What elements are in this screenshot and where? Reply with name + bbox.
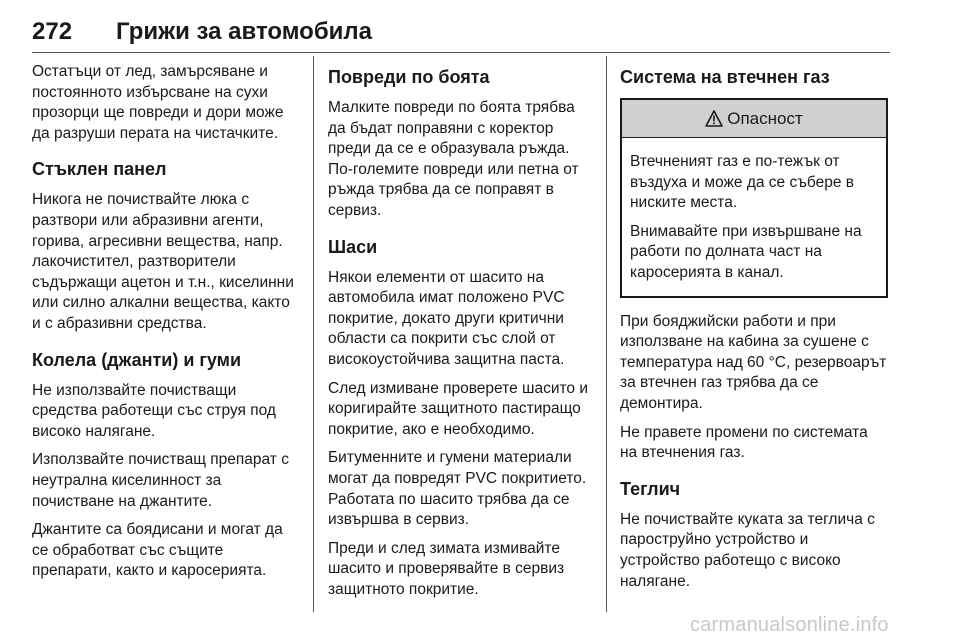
- paint-damage-heading: Повреди по боята: [328, 67, 490, 87]
- glass-panel-heading: Стъклен панел: [32, 159, 167, 180]
- lpg-paragraph-1: При бояджийски работи и при използване на кабина за сушене с температура над 60 °C, резервоарът за втечнен газ трябва да се демонтира.: [620, 312, 887, 412]
- paint-damage-text: Малките повреди по боята трябва да бъдат поправяни с коректор преди да се е образувала ръжда. По-големите повреди или петна от ръжда трябва да се поправят в сервиз.: [328, 99, 579, 219]
- tow-hitch-heading: Теглич: [620, 478, 681, 499]
- lpg-paragraph-2: Не правете промени по системата на втечнения газ.: [620, 423, 868, 462]
- wheels-heading: Колела (джанти) и гуми: [32, 349, 242, 370]
- header-divider: [32, 52, 890, 53]
- lpg-system-heading: Система на втечнен газ: [620, 67, 830, 87]
- page-header: [32, 18, 890, 52]
- wheels-paragraph-3: Джантите са боядисани и могат да се обработват със същите препарати, както и каросерията.: [32, 521, 283, 580]
- tow-hitch-text: Не почиствайте куката за теглича с пароструйно устройство и устройство работещо с високо налягане.: [620, 510, 875, 590]
- danger-header: [622, 100, 886, 138]
- chassis-paragraph-4: Преди и след зимата измивайте шасито и проверявайте в сервиз защитното покритие.: [328, 539, 565, 598]
- chassis-paragraph-2: След измиване проверете шасито и коригирайте защитното пастиращо покритие, ако е необходимо.: [328, 379, 588, 438]
- chassis-paragraph-3: Битуменните и гумени материали могат да повредят PVC покритието. Работата по шасито трябва да се извършва в сервиз.: [328, 449, 587, 529]
- wheels-paragraph-2: Използвайте почистващ препарат с неутрална киселинност за почистване на джантите.: [32, 451, 289, 510]
- column-3: [620, 56, 888, 600]
- danger-body: [622, 138, 886, 296]
- page-number: 272: [32, 18, 73, 45]
- column-1: [32, 56, 302, 590]
- glass-panel-text: Никога не почиствайте люка с разтвори или абразивни агенти, горива, агресивни вещества, напр. лакочистител, разтворители съдържащи ацетон и т.н., киселинни или силно алкални вещества, както и с абразивни средства.: [32, 191, 294, 332]
- column-2: [328, 56, 596, 608]
- danger-paragraph-2: Внимавайте при извършване на работи по долната част на каросерията в канал.: [630, 222, 862, 281]
- column-divider-1: [313, 56, 314, 612]
- danger-paragraph-1: Втечненият газ е по-тежък от въздуха и може да се събере в ниските места.: [630, 153, 855, 212]
- intro-paragraph: Остатъци от лед, замърсяване и постояннoто избърсване на сухи прозорци ще повреди и дори може да разруши перата на чистачките.: [32, 63, 284, 142]
- warning-triangle-icon: [705, 110, 723, 127]
- danger-label: Опасност: [727, 108, 803, 128]
- danger-box: [620, 98, 888, 298]
- chassis-paragraph-1: Някои елементи от шасито на автомобила имат положено PVC покритие, докато други критични области са покрити със слой от високоустойчива защитна паста.: [328, 268, 565, 368]
- wheels-paragraph-1: Не използвайте почистващи средства работещи със струя под високо налягане.: [32, 381, 276, 440]
- page-title: Грижи за автомобила: [116, 18, 373, 45]
- watermark: carmanualsonline.info: [690, 614, 889, 636]
- chassis-heading: Шаси: [328, 236, 378, 257]
- column-divider-2: [606, 56, 607, 612]
